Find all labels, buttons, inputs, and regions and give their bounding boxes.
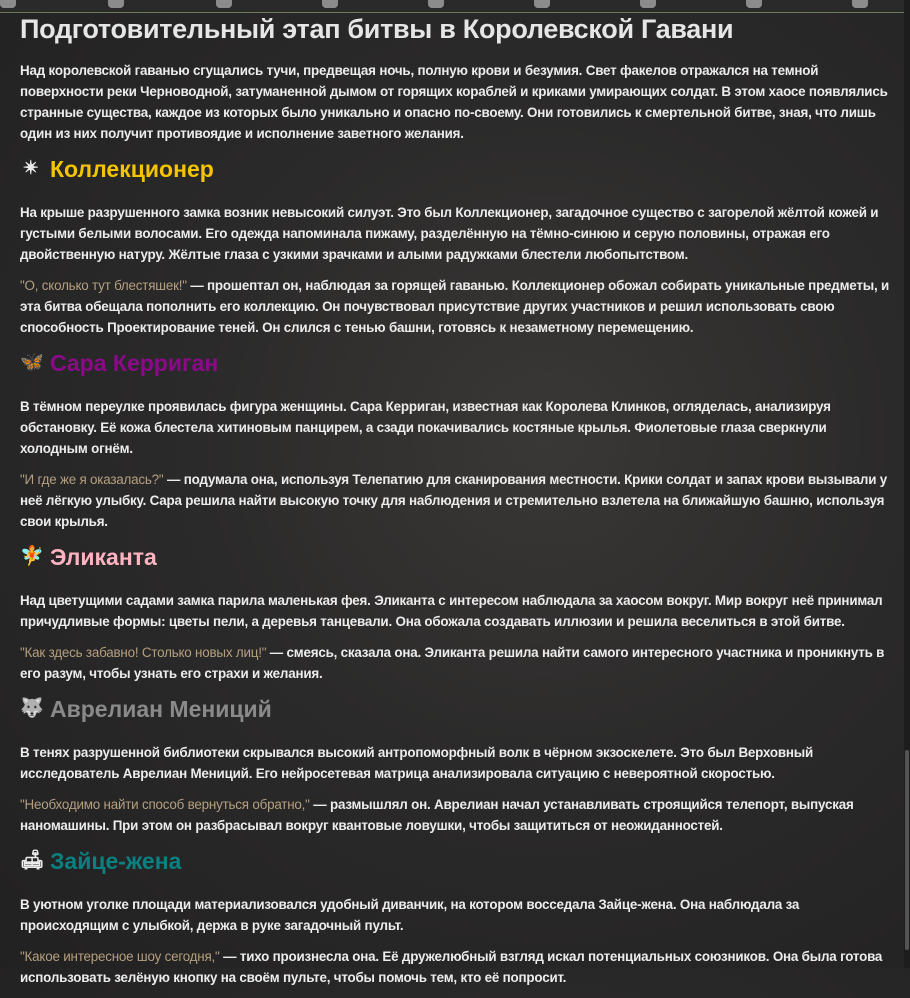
character-quote: "О, сколько тут блестяшек!" xyxy=(20,278,187,293)
character-icon: 🦋 xyxy=(20,352,44,373)
character-name: Аврелиан Мениций xyxy=(50,696,272,722)
character-action: — размышлял он. Аврелиан начал устанавливать строящийся телепорт, выпуская наномашины. При этом он разбрасывал вокруг квантовые ловушки, чтобы защититься от неожиданностей. xyxy=(20,797,854,833)
character-quote: "Какое интересное шоу сегодня," xyxy=(20,949,220,964)
character-icon: 🐺 xyxy=(20,698,44,719)
character-name: Зайце-жена xyxy=(50,848,182,874)
toolbar-icon[interactable] xyxy=(640,0,656,8)
intro-paragraph: Над королевской гаванью сгущались тучи, предвещая ночь, полную крови и безумия. Свет факелов отражался на темной поверхности реки Черноводной, затуманенной дымом от горящих кораблей и криками умирающих солдат. В этом хаосе появлялись странные существа, каждое из которых было уникально и опасно по-своему. Они готовились к смертельной битве, зная, что лишь один из них получит противоядие и исполнение заветного желания. xyxy=(20,63,888,141)
page-title: Подготовительный этап битвы в Королевской Гавани xyxy=(20,14,734,44)
toolbar-icon[interactable] xyxy=(322,0,338,8)
toolbar-icon[interactable] xyxy=(852,0,868,8)
character-icon: ✴ xyxy=(23,158,39,179)
character-description: В тенях разрушенной библиотеки скрывался высокий антропоморфный волк в чёрном экзоскелете. Это был Верховный исследователь Аврелиан Мениций. Его нейросетевая матрица анализировала ситуацию с невероятной скоростью. xyxy=(20,745,814,781)
character-section xyxy=(20,154,890,338)
character-icon: 🧚 xyxy=(20,546,44,567)
character-description: На крыше разрушенного замка возник невысокий силуэт. Это был Коллекционер, загадочное существо с загорелой жёлтой кожей и густыми белыми волосами. Его одежда напоминала пижаму, разделённую на тёмно-синюю и серую половины, отражая его двойственную натуру. Жёлтые глаза с узкими зрачками и алыми радужками блестели любопытством. xyxy=(20,205,879,262)
toolbar-icon[interactable] xyxy=(216,0,232,8)
toolbar-icon[interactable] xyxy=(746,0,762,8)
character-description: Над цветущими садами замка парила маленькая фея. Эликанта с интересом наблюдала за хаосом вокруг. Мир вокруг неё принимал причудливые формы: цветы пели, а деревья танцевали. Она обожала создавать иллюзии и решила веселиться в этой битве. xyxy=(20,593,883,629)
character-description: В тёмном переулке проявилась фигура женщины. Сара Керриган, известная как Королева Клинков, огляделась, анализируя обстановку. Её кожа блестела хитиновым панцирем, а сзади покачивались костяные крылья. Фиолетовые глаза сверкнули холодным огнём. xyxy=(20,399,831,456)
toolbar-icon[interactable] xyxy=(428,0,444,8)
character-dialogue xyxy=(20,642,890,684)
scrollbar-thumb[interactable] xyxy=(905,750,909,950)
character-heading xyxy=(20,694,890,724)
character-quote: "Как здесь забавно! Столько новых лиц!" xyxy=(20,645,267,660)
toolbar-icon[interactable] xyxy=(0,0,16,8)
character-heading xyxy=(20,348,890,378)
character-dialogue xyxy=(20,469,890,532)
character-section xyxy=(20,694,890,836)
toolbar-icon[interactable] xyxy=(108,0,124,8)
story-content xyxy=(20,12,890,998)
character-section xyxy=(20,846,890,988)
scrollbar[interactable] xyxy=(904,0,910,968)
character-heading xyxy=(20,542,890,572)
character-action: — тихо произнесла она. Её дружелюбный взгляд искал потенциальных союзников. Она была готова использовать зелёную кнопку на своём пульте, чтобы помочь тем, кто её попросит. xyxy=(20,949,883,985)
character-action: — подумала она, используя Телепатию для сканирования местности. Крики солдат и запах крови вызывали у неё лёгкую улыбку. Сара решила найти высокую точку для наблюдения и стремительно взлетела на ближайшую башню, используя свои крылья. xyxy=(20,472,888,529)
character-heading xyxy=(20,846,890,876)
character-icon: 🛋 xyxy=(20,850,45,871)
character-section xyxy=(20,348,890,532)
character-heading xyxy=(20,154,890,184)
character-dialogue xyxy=(20,794,890,836)
character-name: Коллекционер xyxy=(50,156,214,182)
character-dialogue xyxy=(20,946,890,988)
character-action: — прошептал он, наблюдая за горящей гаванью. Коллекционер обожал собирать уникальные предметы, и эта битва обещала пополнить его коллекцию. Он почувствовал присутствие других участников и решил использовать свою способность Проектирование теней. Он слился с тенью башни, готовясь к незаметному перемещению. xyxy=(20,278,890,335)
character-name: Сара Керриган xyxy=(50,350,219,376)
toolbar-icon[interactable] xyxy=(534,0,550,8)
character-section xyxy=(20,542,890,684)
character-description: В уютном уголке площади материализовался удобный диванчик, на котором восседала Зайце-жена. Она наблюдала за происходящим с улыбкой, держа в руке загадочный пульт. xyxy=(20,897,800,933)
character-quote: "И где же я оказалась?" xyxy=(20,472,164,487)
character-action: — смеясь, сказала она. Эликанта решила найти самого интересного участника и проникнуть в его разум, чтобы узнать его страхи и желания. xyxy=(20,645,885,681)
character-quote: "Необходимо найти способ вернуться обратно," xyxy=(20,797,310,812)
character-dialogue xyxy=(20,275,890,338)
character-name: Эликанта xyxy=(50,544,157,570)
